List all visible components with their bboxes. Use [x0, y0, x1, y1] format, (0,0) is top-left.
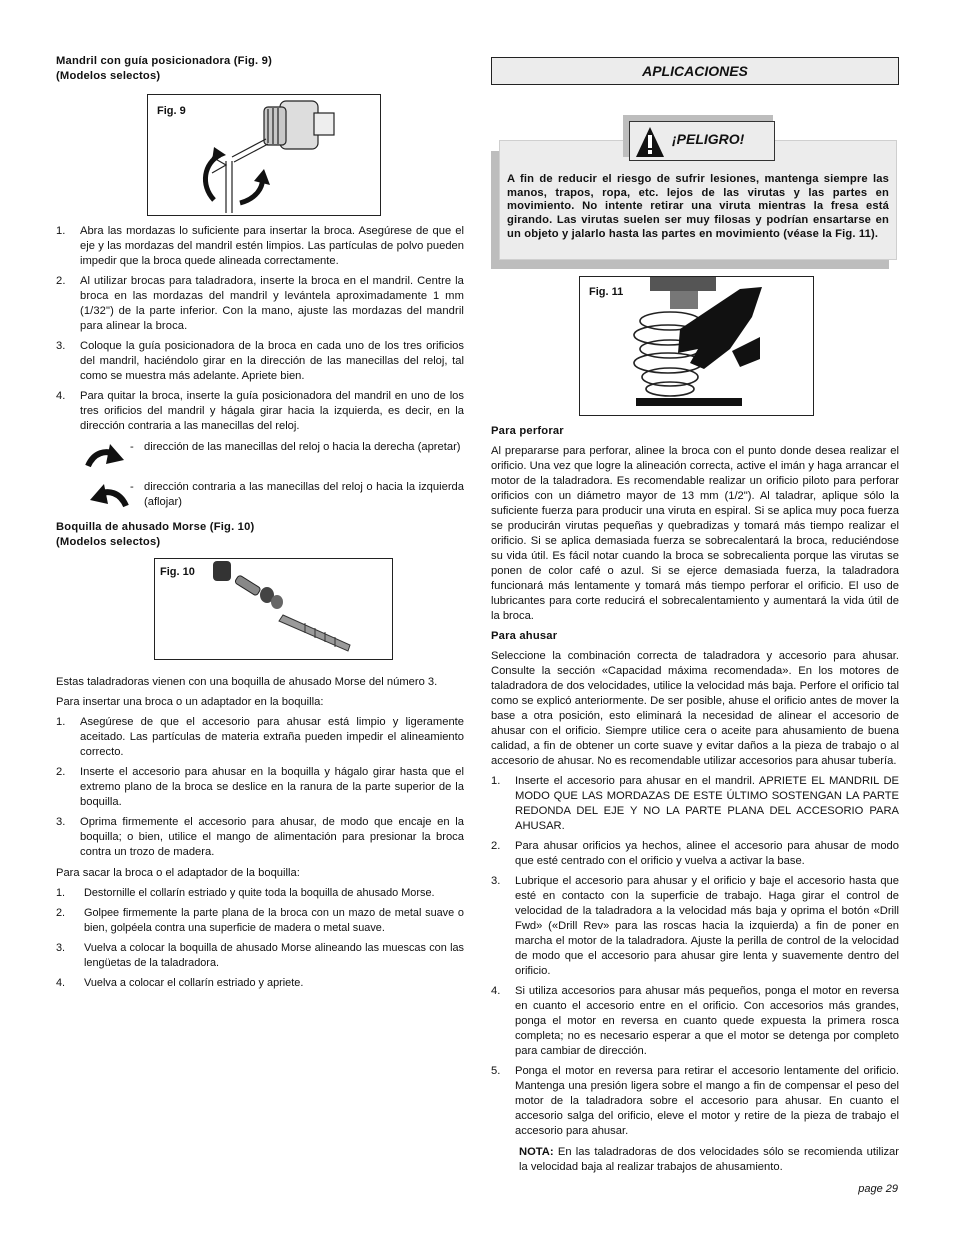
morse-section-title: Boquilla de ahusado Morse (Fig. 10) [56, 521, 255, 533]
danger-text: A fin de reducir el riesgo de sufrir lesiones, mantenga siempre las manos, trapos, ropa, etc. lejos de las virutas y las partes en movimiento. No intente retirar una viruta mientras la fresa está girando. Las virutas suelen ser muy filosas y podrían ensartarse en un objeto y jalarlo hasta las partes en movimiento (véase la Fig. 11). [507, 173, 889, 240]
danger-warning [491, 85, 899, 270]
insert-intro: Para insertar una broca o un adaptador en la boquilla: [56, 696, 324, 708]
morse-paragraph: Estas taladradoras vienen con una boquilla de ahusado Morse del número 3. [56, 676, 438, 688]
chuck-section-subtitle: (Modelos selectos) [56, 70, 161, 82]
list-item: 2. Para ahusar orificios ya hechos, alinee el accesorio para ahusar de modo que esté centrado con el orificio y vuelva a activar la base. [491, 840, 899, 867]
danger-label-box [629, 121, 775, 161]
remove-steps-list [56, 886, 464, 991]
tapping-heading: Para ahusar [491, 630, 558, 642]
figure-11-label: Fig. 11 [589, 286, 624, 298]
list-item: 5. Ponga el motor en reversa para retirar el accesorio lentamente del orificio. Mantenga una presión ligera sobre el mango a fin de compensar el peso del motor de la taladradora sobre el accesorio para ahusar. En cuanto el accesorio salga del orificio, eleve el motor y retire de la pieza de trabajo el accesorio para ahusar. [491, 1065, 899, 1137]
figure-11 [579, 276, 814, 416]
list-item: 3. Vuelva a colocar la boquilla de ahusado Morse alineando las muescas con las lengüetas de la taladradora. [56, 942, 464, 969]
remove-intro: Para sacar la broca o el adaptador de la boquilla: [56, 867, 300, 879]
list-item: 1. Inserte el accesorio para ahusar en el mandril. APRIETE EL MANDRIL DE MODO QUE LAS MORDAZAS DE ESTE ÚLTIMO SOSTENGAN LA PARTE REDONDA DEL EJE Y NO LA PARTE PLANA DEL ACCESORIO PARA AHUSAR. [491, 775, 899, 832]
list-item: 3. Oprima firmemente el accesorio para ahusar, de modo que encaje en la boquilla; o bien, utilice el mango de alimentación para presionar la broca contra un trozo de madera. [56, 816, 464, 858]
list-item: 1. Destornille el collarín estriado y quite toda la boquilla de ahusado Morse. [56, 887, 435, 899]
note-label: NOTA: [519, 1146, 554, 1158]
chuck-steps-list [56, 224, 464, 434]
danger-title: ¡PELIGRO! [672, 131, 745, 147]
chuck-section-title: Mandril con guía posicionadora (Fig. 9) [56, 55, 273, 67]
tapping-steps-list [491, 774, 899, 1139]
counterclockwise-direction-text: dirección contraria a las manecillas del reloj o hacia la izquierda (aflojar) [144, 481, 464, 508]
drilling-heading: Para perforar [491, 425, 564, 437]
list-item: 4. Vuelva a colocar el collarín estriado y apriete. [56, 977, 304, 989]
list-item: 2. Golpee firmemente la parte plana de la broca con un mazo de metal suave o bien, golpéela contra una superficie de madera o metal suave. [56, 907, 464, 934]
list-item: 2. Al utilizar brocas para taladradora, inserte la broca en el mandril. Centre la broca en las mordazas del mandril y levántela aproximadamente 1 mm (1/32") de la parte inferior. Con la mano, ajuste las mordazas del mandril para alinear la broca. [56, 275, 464, 332]
counterclockwise-direction-row: - dirección contraria a las manecillas del reloj o hacia la izquierda (aflojar) [56, 480, 464, 514]
list-item: 1. Asegúrese de que el accesorio para ahusar está limpio y ligeramente aceitado. Las partículas de materia extraña pueden impedir el alineamiento correcto. [56, 716, 464, 758]
list-item: 3. Coloque la guía posicionadora de la broca en cada uno de los tres orificios del mandril, haciéndolo girar en la dirección de las manecillas del reloj, tal como se muestra más adelante. Apriete bien. [56, 340, 464, 382]
figure-10 [154, 558, 393, 660]
morse-section-subtitle: (Modelos selectos) [56, 536, 161, 548]
applications-heading: APLICACIONES [491, 57, 899, 85]
counterclockwise-arrow-icon [84, 480, 130, 514]
list-item: 3. Lubrique el accesorio para ahusar y el orificio y baje el accesorio hasta que esté en contacto con la superficie de trabajo. Haga girar el control de velocidad de la taladradora a la velocidad más baja y oprima el botón «Drill Fwd» («Drill Rev» para las roscas hacia la izquierda) a fin de poner en marcha el motor de la taladradora. Ajuste la perilla de control de la velocidad de modo que el accesorio para ahusar gire lenta y suavemente dentro del orificio. [491, 875, 899, 977]
clockwise-direction-row: - dirección de las manecillas del reloj o hacia la derecha (apretar) [56, 440, 464, 474]
list-item: 2. Inserte el accesorio para ahusar en la boquilla y hágalo girar hasta que el extremo plano de la broca se deslice en la ranura de la parte superior de la boquilla. [56, 766, 464, 808]
list-item: 1. Abra las mordazas lo suficiente para insertar la broca. Asegúrese de que el eje y las mordazas del mandril estén limpios. Las partículas de polvo pueden impedir que la broca quede alineada correctamente. [56, 225, 464, 267]
right-column [491, 57, 899, 1180]
list-item: 4. Si utiliza accesorios para ahusar más pequeños, ponga el motor en reversa en cuanto el accesorio entre en el orificio. Con accesorios más grandes, ponga el motor en reversa en cuanto quede expuesta la primera rosca completa; no es necesario esperar a que el motor se detenga por completo para cambiar de dirección. [491, 985, 899, 1057]
drilling-text: Al prepararse para perforar, alinee la broca con el punto donde desea realizar el orificio. Una vez que logre la alineación correcta, active el imán y haga arrancar el motor de la taladradora. Es recomendable realizar un orificio piloto para perforar orificios con un diámetro mayor de 13 mm (1/2"). Al taladrar, aplique sólo la suficiente fuerza para producir una viruta en espiral. Si se aplica muy poca fuerza se producirán virutas pequeñas y quebradizas y tomará más tiempo realizar el orificio. Si se aplica demasiada fuerza se sobrecalentará la broca, reduciéndose su vida útil. Es fácil notar cuando la broca se sobrecalienta porque las virutas se ponen de color café o azul. Si se ejerce demasiada fuerza, la taladradora funcionará más lentamente y tomará más tiempo perforar el orificio. El uso de lubricantes para corte reducirá el sobrecalentamiento y aumentará la vida útil de la broca. [491, 445, 899, 622]
figure-9 [147, 94, 381, 216]
list-item: 4. Para quitar la broca, inserte la guía posicionadora del mandril en uno de los tres orificios del mandril y hágala girar hacia la izquierda, es decir, en la dirección contraria a las manecillas del reloj. [56, 390, 464, 432]
clockwise-arrow-icon [84, 440, 130, 474]
warning-triangle-icon [635, 126, 665, 158]
left-column [56, 54, 464, 997]
clockwise-direction-text: dirección de las manecillas del reloj o hacia la derecha (apretar) [144, 441, 461, 453]
figure-9-label: Fig. 9 [157, 105, 186, 117]
note-paragraph [491, 1145, 899, 1175]
page-number: page 29 [858, 1183, 898, 1195]
figure-10-label: Fig. 10 [160, 566, 195, 578]
tapping-text: Seleccione la combinación correcta de taladradora y accesorio para ahusar. Consulte la sección «Capacidad máxima recomendada». En los motores de taladradora de dos velocidades, utilice la velocidad más baja. Perfore el orificio tal como se explicó anteriormente. De ser posible, ahuse el orificio antes de mover la base a otra posición, esto eliminará la necesidad de alinear el accesorio de ahusar con el orificio. Siempre utilice cera o aceite para ahusamiento de buena calidad, a fin de obtener un corte suave y evitar daños a la pieza de trabajo o al accesorio de ahusar. No es recomendable utilizar accesorios para ahusar tubería. [491, 650, 899, 767]
insert-steps-list [56, 715, 464, 860]
note-text: En las taladradoras de dos velocidades sólo se recomienda utilizar la velocidad baja al realizar trabajos de ahusamiento. [519, 1146, 900, 1173]
